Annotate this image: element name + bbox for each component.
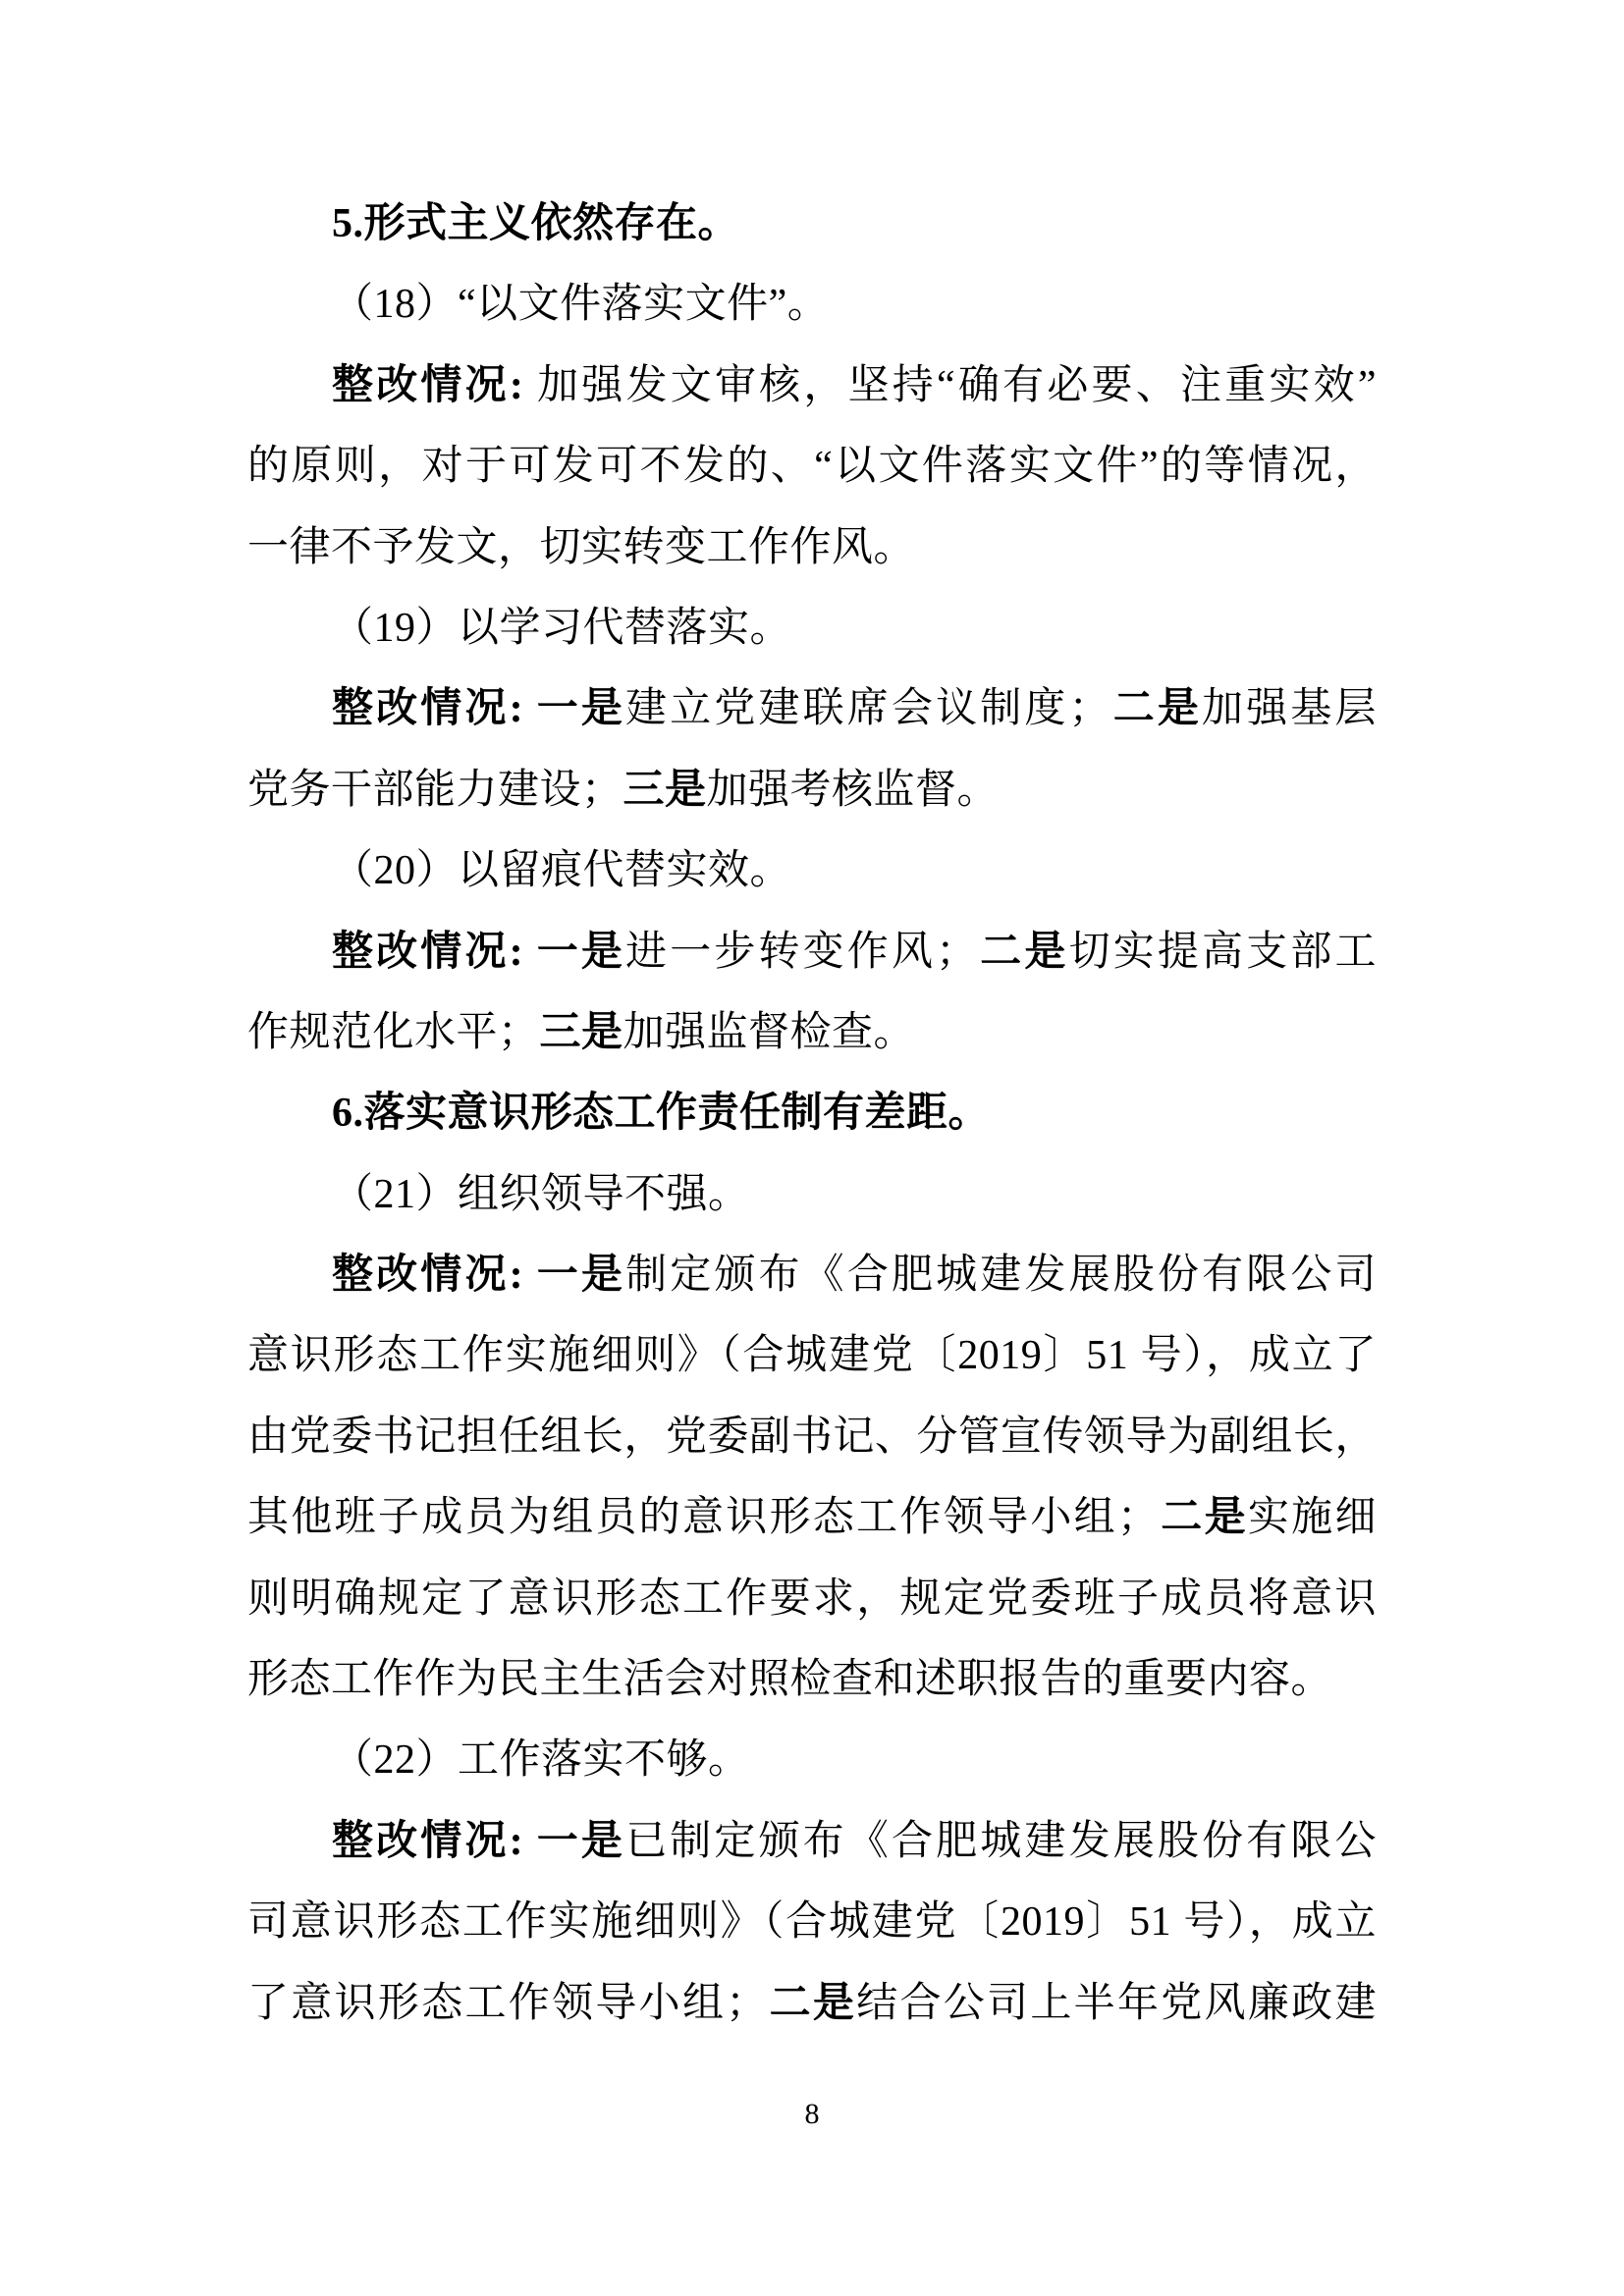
text-segment: 的原则，对于可发可不发的、“以文件落实文件”的等情况， <box>247 444 1377 490</box>
text-segment: 形态工作作为民主生活会对照检查和述职报告的重要内容。 <box>247 1657 1333 1703</box>
text-segment: 加强监督检查。 <box>623 1009 916 1055</box>
text-segment: （19）以学习代替落实。 <box>332 605 792 651</box>
text-segment: （21）组织领导不强。 <box>332 1171 750 1217</box>
text-segment: 切实提高支部工 <box>1068 929 1377 975</box>
text-segment: 加强发文审核，坚持“确有必要、注重实效” <box>523 362 1377 408</box>
emphasis-segment: 整改情况: 一是 <box>332 1253 626 1299</box>
text-segment: 其他班子成员为组员的意识形态工作领导小组； <box>247 1495 1160 1541</box>
emphasis-segment: 整改情况: 一是 <box>332 1818 626 1864</box>
text-line <box>247 1720 1377 1800</box>
document-body <box>247 184 1377 2044</box>
text-segment: 已制定颁布《合肥城建发展股份有限公 <box>625 1818 1377 1864</box>
text-line <box>247 346 1377 426</box>
text-line <box>247 1559 1377 1639</box>
text-segment: 由党委书记担任组长，党委副书记、分管宣传领导为副组长， <box>247 1414 1377 1460</box>
text-segment: 党务干部能力建设； <box>247 767 623 813</box>
text-segment: （18）“以文件落实文件”。 <box>332 282 830 328</box>
text-line <box>247 264 1377 345</box>
page-number: 8 <box>804 2098 820 2130</box>
emphasis-segment: 二是 <box>767 1980 857 2026</box>
text-segment: 进一步转变作风； <box>625 929 978 975</box>
text-segment: 则明确规定了意识形态工作要求，规定党委班子成员将意识 <box>247 1575 1377 1622</box>
text-line <box>247 588 1377 668</box>
emphasis-segment: 整改情况: 一是 <box>332 929 626 975</box>
text-segment: （20）以留痕代替实效。 <box>332 848 792 894</box>
emphasis-segment: 二是 <box>1159 1495 1248 1541</box>
text-segment: 司意识形态工作实施细则》（合城建党〔2019〕51 号），成立 <box>247 1899 1377 1946</box>
text-segment: 实施细 <box>1247 1495 1377 1541</box>
section-heading <box>247 1073 1377 1153</box>
section-heading <box>247 184 1377 264</box>
text-line <box>247 1477 1377 1558</box>
text-segment: 结合公司上半年党风廉政建 <box>856 1980 1377 2026</box>
text-line <box>247 668 1377 749</box>
text-segment: 作规范化水平； <box>247 1009 540 1055</box>
text-line <box>247 507 1377 588</box>
text-segment: 制定颁布《合肥城建发展股份有限公司 <box>625 1253 1377 1299</box>
text-segment: 加强考核监督。 <box>706 767 1000 813</box>
text-line <box>247 1801 1377 1882</box>
text-segment: 意识形态工作实施细则》（合城建党〔2019〕51 号），成立了 <box>247 1333 1377 1379</box>
emphasis-segment: 三是 <box>539 1009 623 1055</box>
emphasis-segment: 二是 <box>977 929 1069 975</box>
text-line <box>247 1154 1377 1235</box>
text-line <box>247 912 1377 992</box>
text-segment: 加强基层 <box>1202 686 1377 732</box>
text-line <box>247 1397 1377 1477</box>
text-segment: 一律不予发文，切实转变工作作风。 <box>247 524 916 570</box>
text-line <box>247 1963 1377 2044</box>
text-line <box>247 1639 1377 1720</box>
text-line <box>247 750 1377 830</box>
text-segment: 了意识形态工作领导小组； <box>247 1980 768 2026</box>
text-line <box>247 1315 1377 1396</box>
text-segment: （22）工作落实不够。 <box>332 1737 750 1784</box>
emphasis-segment: 整改情况: <box>332 362 524 408</box>
text-line <box>247 1235 1377 1315</box>
text-segment: 建立党建联席会议制度； <box>625 686 1111 732</box>
text-line <box>247 1882 1377 1962</box>
text-line <box>247 426 1377 507</box>
text-line <box>247 992 1377 1073</box>
emphasis-segment: 5.形式主义依然存在。 <box>332 201 740 246</box>
emphasis-segment: 6.落实意识形态工作责任制有差距。 <box>332 1091 991 1137</box>
emphasis-segment: 二是 <box>1110 686 1203 732</box>
emphasis-segment: 整改情况: 一是 <box>332 686 626 732</box>
text-line <box>247 830 1377 911</box>
emphasis-segment: 三是 <box>623 767 707 813</box>
